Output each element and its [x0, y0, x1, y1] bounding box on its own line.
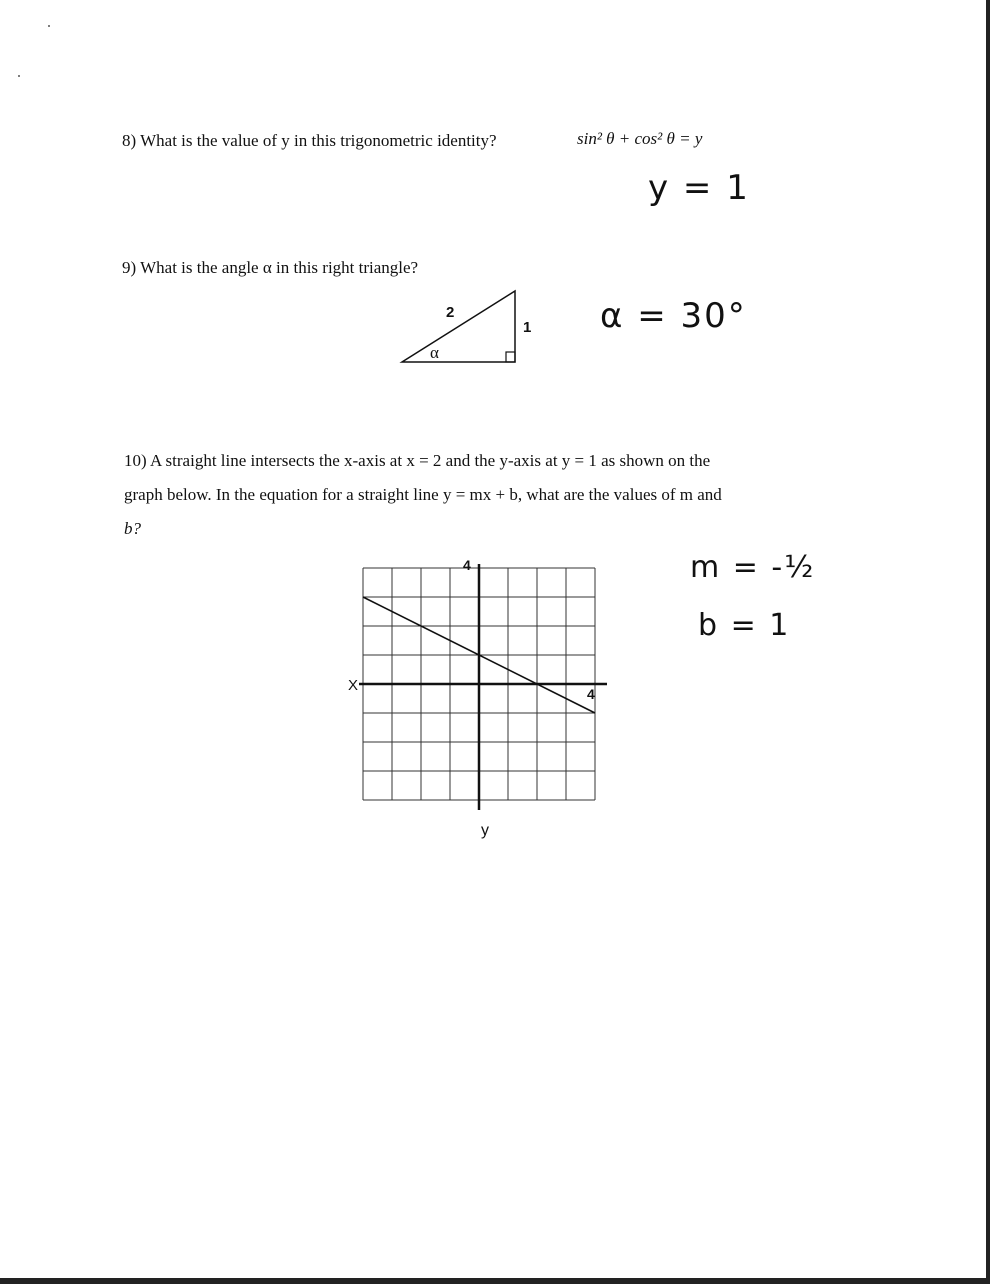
question-10-answer-b: b = 1 [698, 608, 791, 643]
question-9-text: 9) What is the angle α in this right triangle? [122, 258, 419, 277]
hypotenuse-label: 2 [446, 304, 455, 321]
question-10-line-2: graph below. In the equation for a straight line y = mx + b, what are the values of m and [124, 485, 722, 504]
angle-label: α [430, 343, 439, 362]
tick-label-top: 4 [463, 557, 471, 573]
side-label: 1 [523, 319, 532, 336]
question-9-answer: α = 30° [600, 296, 747, 336]
x-axis-label: X [348, 677, 359, 694]
question-8-identity: sin² θ + cos² θ = y [577, 129, 703, 148]
question-8-text: 8) What is the value of y in this trigonometric identity? [122, 131, 497, 150]
scan-speck [18, 75, 20, 77]
question-10-line-3: b? [124, 519, 141, 538]
question-10-answer-m: m = -½ [690, 550, 816, 585]
scan-edge-right [986, 0, 990, 1284]
triangle-outline [402, 291, 515, 362]
graph-axes [359, 564, 607, 810]
question-10-line-1: 10) A straight line intersects the x-axis at x = 2 and the y-axis at y = 1 as shown on the [124, 451, 711, 470]
y-axis-label: y [481, 822, 489, 839]
right-angle-mark [506, 352, 515, 362]
tick-label-right: 4 [587, 686, 595, 702]
scan-speck [48, 25, 50, 27]
question-8-answer: y = 1 [648, 168, 750, 208]
scan-edge-bottom [0, 1278, 990, 1284]
